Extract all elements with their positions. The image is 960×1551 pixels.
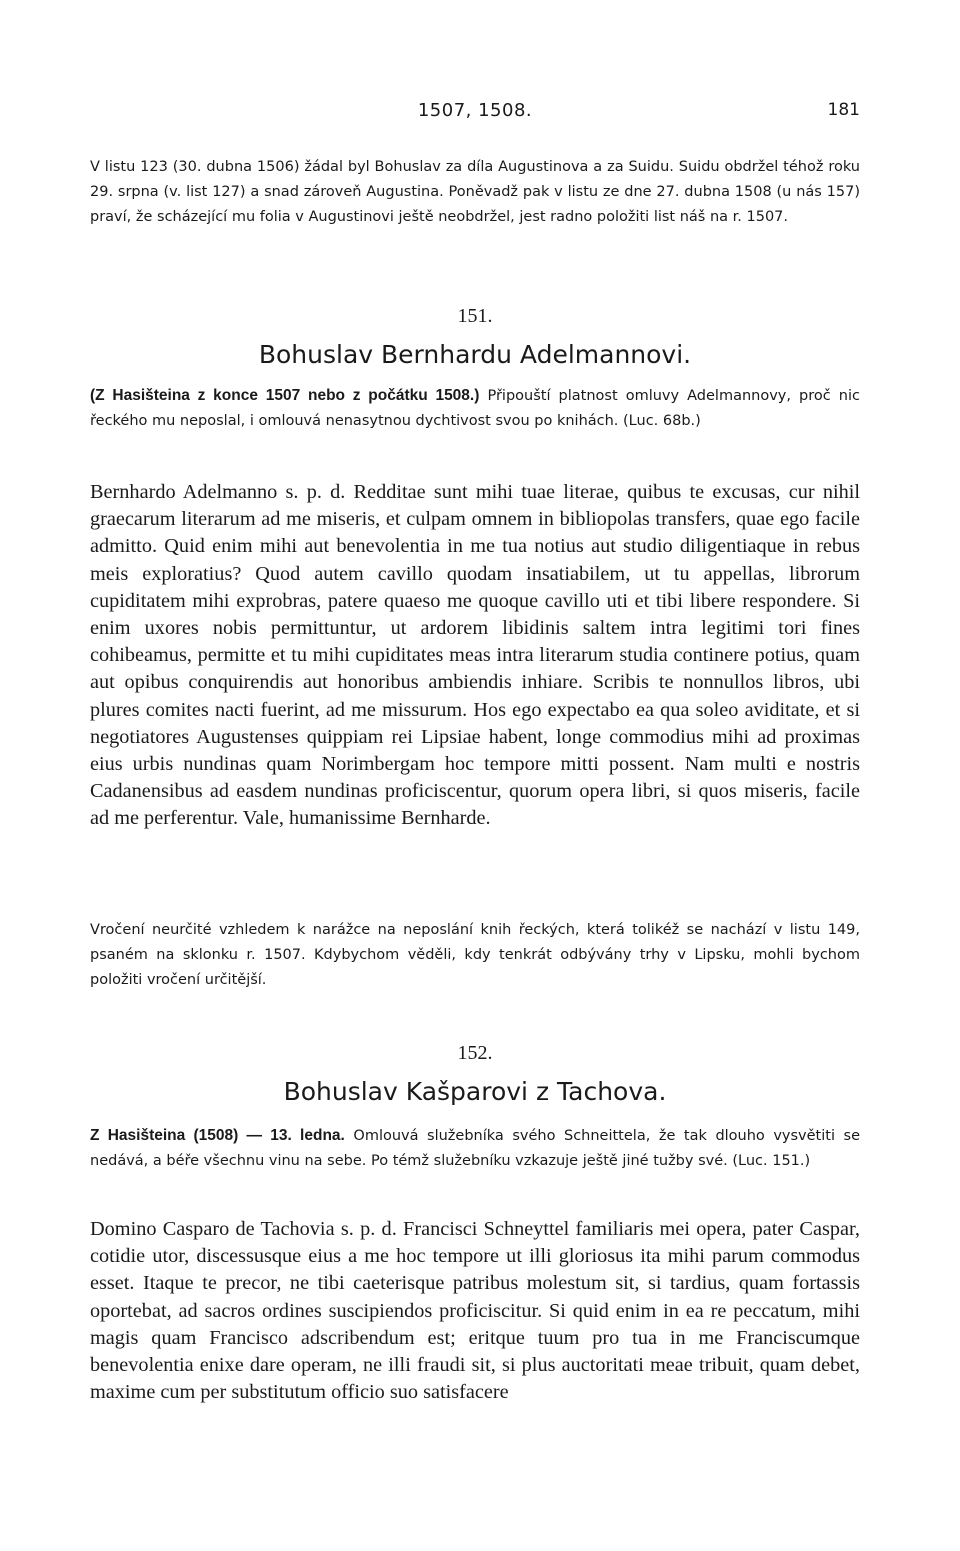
letter-152-body xyxy=(90,1216,860,1406)
page-number: 181 xyxy=(827,100,860,120)
intro-note-block xyxy=(90,155,860,230)
letter-151-title: Bohuslav Bernhardu Adelmannovi. xyxy=(258,340,692,369)
intro-note: V listu 123 (30. dubna 1506) žádal byl Bohuslav za díla Augustinova a za Suidu. Suidu obdržel téhož roku 29. srpna (v. list 127) a snad zároveň Augustina. Poněvadž pak v listu ze dne 27. dubna 1508 (u nás 157) praví, že scházející mu folia v Augustinovi ještě neobdržel, jest radno položiti list náš na r. 1507. xyxy=(90,159,860,225)
letter-152-title: Bohuslav Kašparovi z Tachova. xyxy=(283,1077,667,1106)
letter-151-editor-note: Vročení neurčité vzhledem k narážce na neposlání knih řeckých, která tolikéž se nachází v listu 149, psaném na sklonku r. 1507. Kdybychom věděli, kdy tenkrát odbývány trhy v Lipsku, mohli bychom položiti vročení určitější. xyxy=(90,922,860,988)
letter-152-text: Domino Casparo de Tachovia s. p. d. Francisci Schneyttel familiaris mei opera, pater Caspar, cotidie utor, discessusque eius a me hoc tempore ut illi gloriosus ita mihi parum commodus esset. Itaque te precor, ne tibi caeterisque patribus molestum sit, si tardius, quam fortassis oportebat, ad sacros ordines suscipiendos proficiscitur. Si quid enim in ea re peccatum, mihi magis quam Francisco adscribendum est; eritque tuum pro tua in me Franciscumque benevolentia enixe dare operam, ne illi fraudi sit, si plus auctoritati meae tribuit, quam debet, maxime cum per substitutum officio suo satisfacere xyxy=(90,1218,860,1404)
letter-151-body xyxy=(90,479,860,833)
letter-151-number: 151. xyxy=(457,305,493,327)
letter-151-summary-lead: (Z Hasišteina z konce 1507 nebo z počátku 1508.) xyxy=(90,387,480,404)
letter-151-text: Bernhardo Adelmanno s. p. d. Redditae sunt mihi tuae literae, quibus te excusas, cur nihil graecarum literarum ad me miseris, et culpam omnem in bibliopolas transfers, quae ego facile admitto. Quid enim mihi aut benevolentia in me tua notius aut studio diligentiaque in rebus meis exploratius? Quod autem cavillo quodam insatiabilem, ut tu appellas, librorum cupiditatem mihi exprobras, patere quaeso me quoque cavillo uti et tibi libere respondere. Si enim uxores nobis permittuntur, ut ardorem libidinis saltem intra legitimi tori fines cohibeamus, permitte et tu mihi cupiditates meas intra literarum studia continere potius, quam aut opibus conquirendis aut honoribus ambiendis inhiare. Scribis te nonnullos libros, ubi plures comites nacti fuerint, ad me missurum. Hos ego expectabo ea qua soleo aviditate, et si negotiatores Augustenses quippiam rei Lipsiae habent, longe commodius mihi ad proximas eius urbis nundinas quam Norimbergam hoc tempore mitti possent. Nam multi e nostris Cadanensibus ad easdem nundinas proficiscentur, quorum opera libri, si quos miseris, facile ad me perferentur. Vale, humanissime Bernharde. xyxy=(90,481,860,830)
letter-151-summary xyxy=(90,383,860,434)
letter-152-summary-text: Omlouvá služebníka svého Schneittela, že tak dlouho vysvětiti se nedává, a béře všechnu vinu na sebe. Po témž služebníku vzkazuje ještě jiné tužby své. (Luc. 151.) xyxy=(90,1128,861,1169)
letter-152-summary-lead: Z Hasišteina (1508) — 13. ledna. xyxy=(90,1127,345,1144)
running-head xyxy=(90,100,860,126)
running-head-title: 1507, 1508. xyxy=(417,100,533,121)
letter-152-number: 152. xyxy=(457,1042,493,1064)
letter-152-summary xyxy=(90,1123,860,1174)
letter-151-editor-note-block xyxy=(90,918,860,993)
letter-151-summary-text: Připouští platnost omluvy Adelmannovy, proč nic řeckého mu neposlal, i omlouvá nenasytnou dychtivost svou po knihách. (Luc. 68b.) xyxy=(90,388,860,429)
